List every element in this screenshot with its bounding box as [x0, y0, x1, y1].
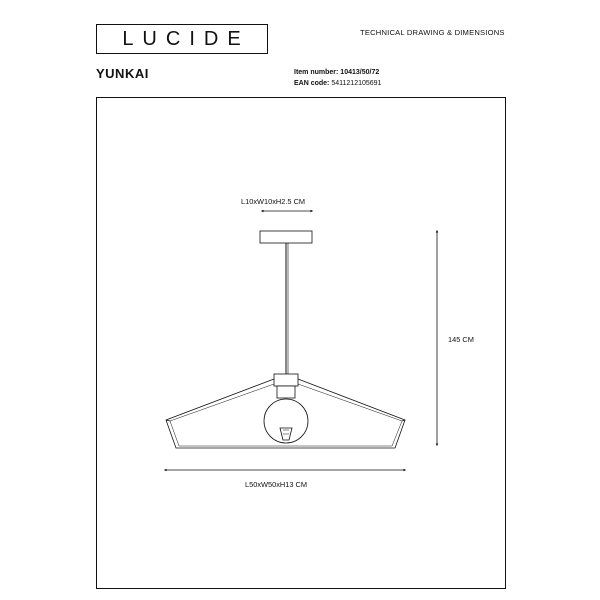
- shade-dimension-label: L50xW50xH13 CM: [245, 480, 308, 489]
- item-number-label: Item number:: [294, 69, 339, 76]
- logo-text: LUCIDE: [122, 27, 250, 50]
- canopy: [260, 231, 312, 243]
- canopy-dimension-label: L10xW10xH2.5 CM: [241, 197, 306, 206]
- height-dimension-label: 145 CM: [448, 335, 474, 344]
- ean-value: 5411212105691: [331, 80, 382, 87]
- ean-label: EAN code:: [294, 80, 330, 87]
- lamp-holder: [274, 374, 298, 386]
- document-type: TECHNICAL DRAWING & DIMENSIONS: [360, 28, 505, 37]
- product-name: YUNKAI: [96, 66, 149, 81]
- item-number-value: 10413/50/72: [340, 69, 380, 76]
- bulb: [264, 399, 308, 443]
